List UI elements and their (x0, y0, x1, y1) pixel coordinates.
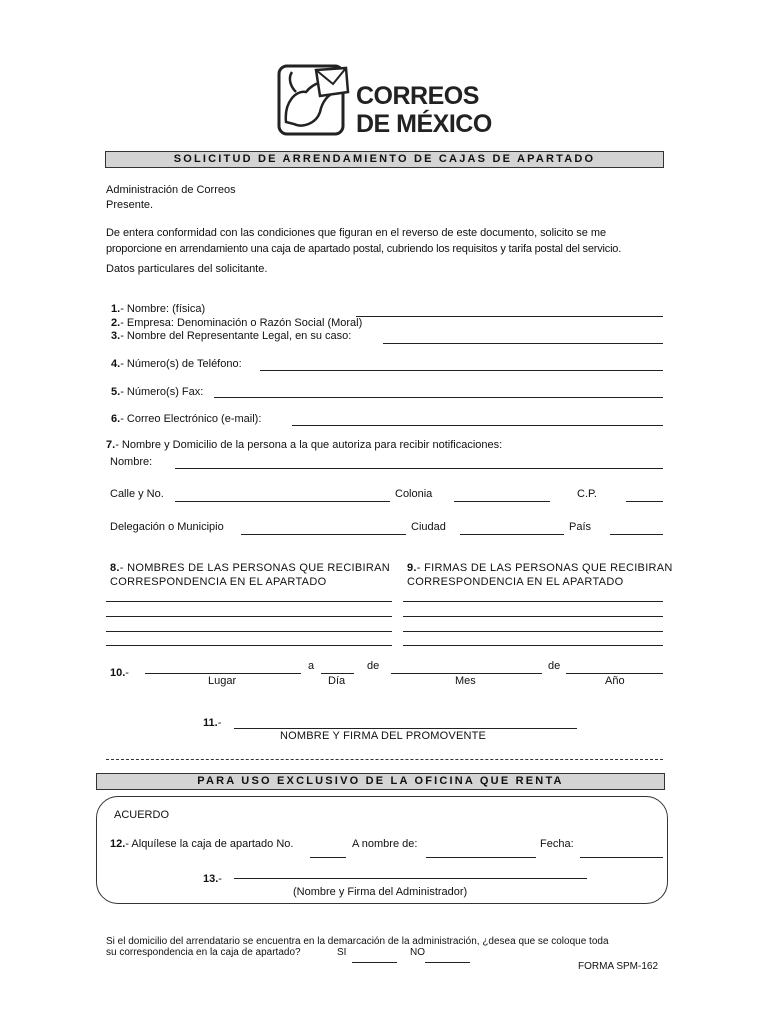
field-1-label (111, 303, 205, 315)
footer-question-line1: Si el domicilio del arrendatario se encuentra en la demarcación de la administración, ¿desea que se coloque toda (106, 936, 609, 947)
greeting-line2: Presente. (106, 199, 154, 211)
pais-input-line[interactable] (610, 534, 663, 535)
field-10-label (110, 667, 129, 679)
nombre-label: Nombre: (110, 456, 153, 468)
field-4-input-line[interactable] (260, 370, 663, 371)
field-3-input-line[interactable] (383, 343, 663, 344)
si-label: SI (337, 947, 347, 958)
field-8-number: 8. (110, 562, 120, 574)
field-10-number: 10. (110, 667, 126, 679)
field-12-label (110, 838, 293, 850)
caja-number-input-line[interactable] (310, 857, 346, 858)
calle-input-line[interactable] (175, 501, 390, 502)
field-1-text: - Nombre: (física) (120, 303, 206, 315)
fecha-label: Fecha: (540, 838, 574, 850)
field-11-number: 11. (203, 717, 218, 729)
a-nombre-de-input-line[interactable] (426, 857, 536, 858)
colonia-input-line[interactable] (454, 501, 550, 502)
administrador-caption: (Nombre y Firma del Administrador) (293, 886, 468, 898)
recipient-signature-line[interactable] (403, 631, 663, 632)
field-6-label (111, 413, 261, 425)
field-2-text: - Empresa: Denominación o Razón Social (Moral) (120, 317, 363, 329)
mes-input-line[interactable] (391, 673, 542, 674)
field-9-number: 9. (407, 562, 417, 574)
field-6-text: - Correo Electrónico (e-mail): (120, 413, 262, 425)
field-10-dash: - (125, 667, 129, 679)
form-code: FORMA SPM-162 (578, 961, 659, 972)
field-7-number: 7. (106, 439, 116, 451)
field-3-number: 3. (111, 330, 121, 342)
recipient-name-line[interactable] (106, 631, 392, 632)
field-13-dash: - (218, 873, 222, 885)
field-5-number: 5. (111, 386, 121, 398)
field-2-number: 2. (111, 317, 121, 329)
a-nombre-de-label: A nombre de: (352, 838, 418, 850)
logo-text-line2: DE MÉXICO (356, 110, 492, 138)
field-12-number: 12. (110, 838, 126, 850)
field-9-line1: - FIRMAS DE LAS PERSONAS QUE RECIBIRAN (416, 562, 673, 574)
field-9-label (407, 562, 673, 574)
field-13-label (203, 873, 222, 885)
field-3-label (111, 330, 351, 342)
field-4-number: 4. (111, 358, 121, 370)
ciudad-label: Ciudad (411, 521, 446, 533)
mes-caption: Mes (455, 675, 476, 687)
colonia-label: Colonia (395, 488, 433, 500)
correos-logo (276, 62, 491, 140)
intro-line1: De entera conformidad con las condiciones que figuran en el reverso de este documento, solicito se me (106, 227, 607, 239)
recipient-name-line[interactable] (106, 616, 392, 617)
field-12-text: - Alquílese la caja de apartado No. (125, 838, 294, 850)
lugar-caption: Lugar (208, 675, 237, 687)
cp-input-line[interactable] (626, 501, 663, 502)
dove-envelope-icon (276, 62, 354, 138)
field-8-label (110, 562, 390, 574)
si-input-line[interactable] (352, 962, 397, 963)
greeting-line1: Administración de Correos (106, 184, 236, 196)
field-11-label (203, 717, 221, 729)
field-6-number: 6. (111, 413, 121, 425)
calle-label: Calle y No. (110, 488, 164, 500)
field-2-label (111, 317, 362, 329)
field-3-text: - Nombre del Representante Legal, en su caso: (120, 330, 352, 342)
field-8-line1: - NOMBRES DE LAS PERSONAS QUE RECIBIRAN (119, 562, 391, 574)
recipient-name-line[interactable] (106, 601, 392, 602)
intro-line2: proporcione en arrendamiento una caja de apartado postal, cubriendo los requisitos y tarifa postal del servicio. (106, 243, 622, 255)
promovente-caption: NOMBRE Y FIRMA DEL PROMOVENTE (280, 730, 487, 742)
form-title: SOLICITUD DE ARRENDAMIENTO DE CAJAS DE APARTADO (105, 151, 664, 168)
no-label: NO (410, 947, 425, 958)
field-9-line2: CORRESPONDENCIA EN EL APARTADO (407, 576, 624, 588)
ciudad-input-line[interactable] (460, 534, 564, 535)
acuerdo-label: ACUERDO (114, 809, 170, 821)
recipient-name-line[interactable] (106, 645, 392, 646)
anio-caption: Año (605, 675, 625, 687)
lugar-input-line[interactable] (145, 673, 301, 674)
de-label-2: de (548, 660, 561, 672)
field-6-input-line[interactable] (292, 425, 663, 426)
promovente-signature-line[interactable] (234, 728, 577, 729)
field-1-input-line[interactable] (356, 316, 663, 317)
fecha-input-line[interactable] (580, 857, 663, 858)
anio-input-line[interactable] (566, 673, 663, 674)
field-5-label (111, 386, 203, 398)
office-section-title: PARA USO EXCLUSIVO DE LA OFICINA QUE RENTA (96, 773, 665, 790)
field-7-label (106, 439, 502, 451)
field-8-line2: CORRESPONDENCIA EN EL APARTADO (110, 576, 327, 588)
field-5-input-line[interactable] (214, 397, 663, 398)
pais-label: País (569, 521, 592, 533)
field-4-label (111, 358, 242, 370)
field-4-text: - Número(s) de Teléfono: (120, 358, 242, 370)
footer-question-line2: su correspondencia en la caja de apartado? (106, 947, 301, 958)
a-label: a (308, 660, 315, 672)
delegacion-input-line[interactable] (241, 534, 406, 535)
recipient-signature-line[interactable] (403, 601, 663, 602)
recipient-signature-line[interactable] (403, 616, 663, 617)
field-11-dash: - (217, 717, 222, 729)
de-label-1: de (367, 660, 380, 672)
field-1-number: 1. (111, 303, 121, 315)
field-13-number: 13. (203, 873, 219, 885)
no-input-line[interactable] (425, 962, 470, 963)
field-5-text: - Número(s) Fax: (120, 386, 204, 398)
nombre-input-line[interactable] (175, 468, 663, 469)
cp-label: C.P. (577, 488, 597, 500)
logo-text-line1: CORREOS (356, 82, 479, 110)
administrador-signature-line[interactable] (234, 878, 587, 879)
dia-caption: Día (328, 675, 346, 687)
recipient-signature-line[interactable] (403, 645, 663, 646)
datos-heading: Datos particulares del solicitante. (106, 263, 268, 275)
delegacion-label: Delegación o Municipio (110, 521, 224, 533)
dia-input-line[interactable] (321, 673, 354, 674)
field-7-text: - Nombre y Domicilio de la persona a la que autoriza para recibir notificaciones: (115, 439, 503, 451)
cut-line-divider (106, 759, 663, 760)
